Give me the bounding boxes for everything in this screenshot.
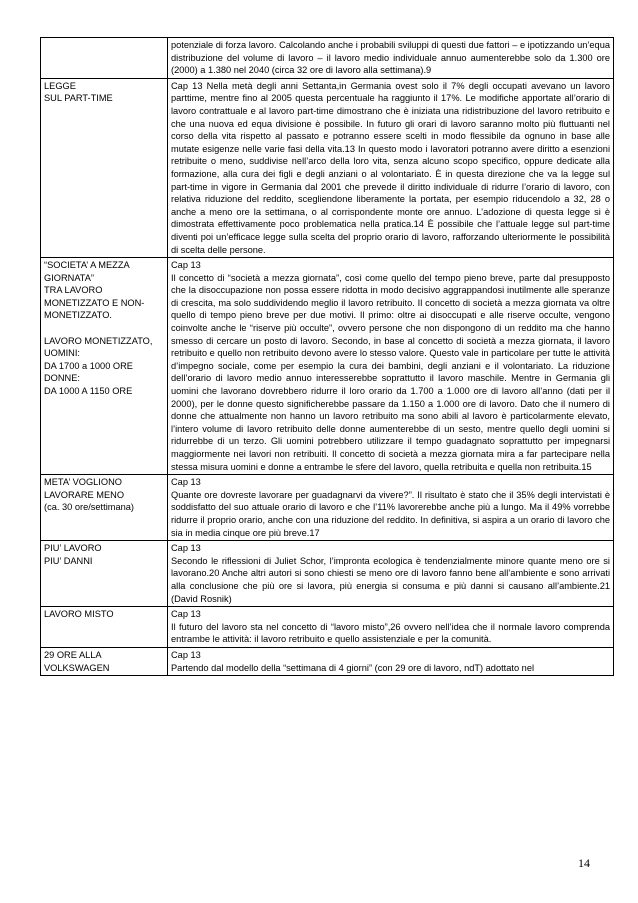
row-label-line: “SOCIETA’ A MEZZA GIORNATA” (44, 260, 130, 283)
row-label (41, 541, 168, 607)
row-label (41, 647, 168, 675)
row-paragraph: Cap 13 (171, 609, 201, 620)
table-row (41, 475, 614, 541)
table-row (41, 607, 614, 648)
table-row (41, 647, 614, 675)
row-paragraph: potenziale di forza lavoro. Calcolando anche i probabili sviluppi di questi due fattori – e ipotizzando un’equa distribuzione del volume di lavoro – il lavoro medio individuale annuo aumenterebbe solo da 1.300 ore (2000) a 1.380 nel 2040 (circa 32 ore di lavoro alla settimana).9 (171, 40, 610, 76)
table-row (41, 258, 614, 475)
row-label-line: DA 1700 a 1000 ORE (44, 360, 133, 371)
row-paragraph: Il concetto di “società a mezza giornata”, così come quello del tempo pieno breve, parte dal presupposto che la disoccupazione non possa essere ridotta in modo decisivo aggrappandosi inutilmente alle speranze di crescita, ma solo suddividendo meglio il lavoro retribuito. Il concetto di società a mezza giornata va oltre quello di tempo pieno breve per due motivi. Il primo: oltre ai disoccupati e alle riserve occulte, vengono coinvolte anche le “riserve più occulte”, ovvero persone che non dispongono di un reddito ma che hanno smesso di cercare un posto di lavoro. Secondo, in base al concetto di società a mezza giornata, il lavoro retribuito e quello non retribuito devono avere lo stesso valore. Questo vale in particolare per tutte le attività d’impegno sociale, come per esempio la cura dei bambini, degli anziani e il volontariato. La riduzione dell’orario di lavoro medio annuo interesserebbe soprattutto il lavoro maschile. Mentre in Germania gli uomini che lavorano dovrebbero ridurre il loro orario da 1.700 a 1.000 ore di lavoro all’anno (dati per il 2000), per le donne questo significherebbe passare da 1.150 a 1.000 ore di lavoro. Dato che il numero di donne che attualmente non hanno un lavoro retribuito ma sono abili al lavoro è particolarmente elevato, l’intero volume di lavoro retribuito delle donne aumenterebbe di un sesto, mentre quello degli uomini si ridurrebbe di un terzo. Gli uomini potrebbero utilizzare il tempo guadagnato soprattutto per impegnarsi maggiormente nei lavori non retribuiti. Il concetto di società a mezza giornata mira a far partecipare nella stessa misura uomini e donne a entrambe le sfere del lavoro, quella retribuita e quella non retribuita.15 (171, 272, 610, 472)
row-label (41, 78, 168, 257)
row-label-line: DA 1000 A 1150 ORE (44, 386, 133, 397)
row-text (168, 38, 614, 79)
row-text (168, 475, 614, 541)
document-page (40, 37, 614, 676)
row-text (168, 607, 614, 648)
row-text (168, 647, 614, 675)
row-text (168, 541, 614, 607)
notes-table (40, 37, 614, 676)
row-text (168, 258, 614, 475)
row-paragraph: Il futuro del lavoro sta nel concetto di “lavoro misto”,26 ovvero nell’idea che il normale lavoro comprenda entrambe le attività: il lavoro retribuito e quello assistenziale e per la comunità. (171, 621, 610, 645)
row-label (41, 38, 168, 79)
row-label-line (44, 322, 164, 335)
row-label-line: SUL PART-TIME (44, 93, 113, 104)
table-row (41, 38, 614, 79)
row-label-line: LEGGE (44, 80, 76, 91)
row-paragraph: Cap 13 (171, 260, 201, 271)
row-paragraph: Quante ore dovreste lavorare per guadagnarvi da vivere?”. Il risultato è stato che il 35% degli intervistati è soddisfatto del suo attuale orario di lavoro e che l’11% lavorerebbe anche più a lungo. Ma il 49% vorrebbe ridurre il proprio orario, anche con una riduzione del reddito. In definitiva, si aspira a un orario di lavoro che sia in media cinque ore più breve.17 (171, 489, 610, 538)
row-paragraph: Cap 13 (171, 649, 201, 660)
row-text (168, 78, 614, 257)
row-label-line: VOLKSWAGEN (44, 662, 110, 673)
row-label-line: 29 ORE ALLA (44, 649, 102, 660)
row-paragraph: Partendo dal modello della “settimana di 4 giorni” (con 29 ore di lavoro, ndT) adottato nel (171, 662, 535, 673)
row-label-line: META’ VOGLIONO (44, 477, 122, 488)
row-paragraph: Cap 13 Nella metà degli anni Settanta,in Germania ovest solo il 7% degli occupati avevano un lavoro parttime, mentre fino al 2005 questa percentuale ha raggiunto il 17%. Le modifiche apportate all’orario di lavoro contrattuale e al lavoro part-time dimostrano che è iniziata una ridistribuzione del lavoro retribuito e che una nuova ed equa divisione è possibile. In futuro gli orari di lavoro saranno molto più fluttuanti nel corso della vita rispetto al passato e potranno essere scelti in modo flessibile da ognuno in base alle mutate esigenze nelle varie fasi della vita.13 In questo modo i lavoratori potranno avere diritto a esenzioni retribuite o meno, suddivise nell’arco della loro vita, senza alcuno scopo specifico, oppure dedicate alla formazione, alla cura dei figli e degli anziani o al volontariato. È in questa direzione che va la legge sul part-time in vigore in Germania dal 2001 che prevede il diritto individuale di ridurre l’orario di lavoro, con relativa riduzione del reddito, scegliendone liberamente la portata, per esempio riducendolo a 32, 28 o anche a meno ore la settimana, o al corrispondente monte ore annuo. L’adozione di questa legge si è dimostrata effettivamente poco problematica nella pratica.14 È possibile che l’attuale legge sul part-time diventi poi un’efficace legge sulla scelta del proprio orario di lavoro, rafforzando ulteriormente le possibilità di scelta delle persone. (171, 80, 610, 255)
row-label-line: LAVORO MISTO (44, 609, 114, 620)
row-label-line: TRA LAVORO MONETIZZATO E NON-MONETIZZATO. (44, 285, 145, 321)
row-paragraph: Secondo le riflessioni di Juliet Schor, l’impronta ecologica è tendenzialmente minore quante meno ore si lavorano.20 Anche altri autori si sono chiesti se meno ore di lavoro fanno bene all’ambiente e sono arrivati alla conclusione che più ore si lavora, più energia si consuma e più danni si causano all’ambiente.21 (David Rosnik) (171, 555, 610, 604)
row-label-line: LAVORARE MENO (44, 489, 125, 500)
row-label (41, 607, 168, 648)
table-row (41, 541, 614, 607)
row-label-line: PIU’ DANNI (44, 555, 93, 566)
row-label-line: LAVORO MONETIZZATO, (44, 335, 153, 346)
row-paragraph: Cap 13 (171, 477, 201, 488)
table-row (41, 78, 614, 257)
row-paragraph: Cap 13 (171, 543, 201, 554)
row-label (41, 475, 168, 541)
page-number: 14 (578, 856, 590, 870)
row-label-line: DONNE: (44, 373, 80, 384)
row-label-line: UOMINI: (44, 348, 80, 359)
row-label-line: (ca. 30 ore/settimana) (44, 502, 134, 513)
row-label (41, 258, 168, 475)
row-label-line: PIU’ LAVORO (44, 543, 102, 554)
